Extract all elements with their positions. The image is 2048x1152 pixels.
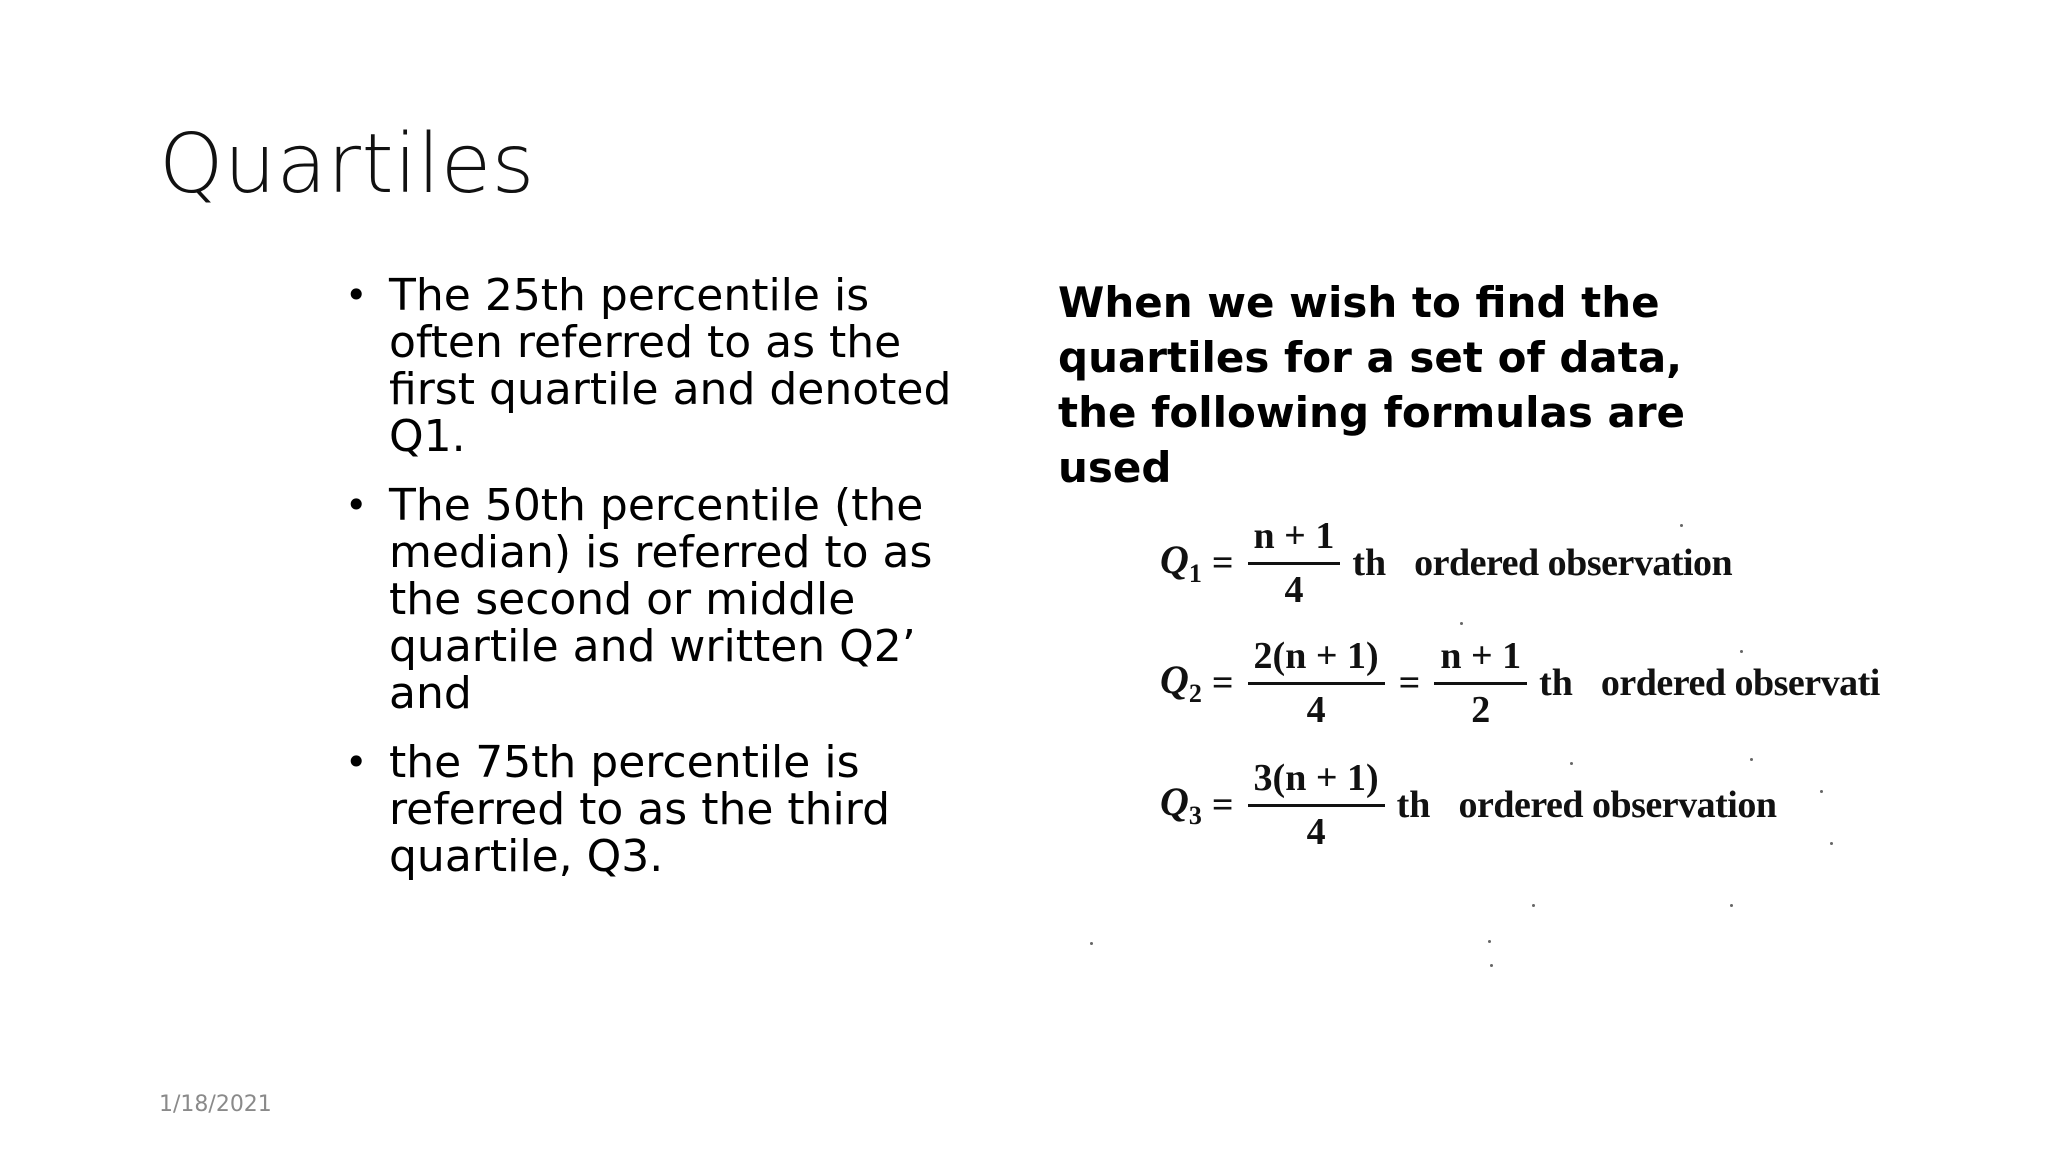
formula-q3 xyxy=(1160,754,1777,855)
footer-date: 1/18/2021 xyxy=(159,1092,272,1117)
bullet-item-q1 xyxy=(345,272,985,460)
ordinal-suffix: th xyxy=(1352,541,1387,584)
scan-speck xyxy=(1820,790,1823,793)
formula-q3-label: $Q_3$ xyxy=(1160,779,1202,830)
formula-intro-text: When we wish to find the quartiles for a set of data, the following formulas are used xyxy=(1058,278,1686,492)
fraction-denominator: 4 xyxy=(1284,569,1304,611)
equals-sign: = xyxy=(1398,661,1421,704)
scan-speck xyxy=(1488,940,1491,943)
formula-q2-fraction-simplified xyxy=(1434,632,1527,733)
formula-q1-text: ordered observation xyxy=(1414,541,1733,584)
scan-speck xyxy=(1730,904,1733,907)
formula-q2 xyxy=(1160,632,1880,733)
formula-q1 xyxy=(1160,512,1732,613)
fraction-denominator: 4 xyxy=(1306,811,1326,853)
scan-speck xyxy=(1090,942,1093,945)
equals-sign: = xyxy=(1211,541,1234,584)
bullet-dot: • xyxy=(345,483,368,527)
bullet-dot: • xyxy=(345,273,368,317)
bullet-list xyxy=(345,272,985,902)
fraction-numerator: 3(n + 1) xyxy=(1248,754,1385,807)
scan-speck xyxy=(1532,904,1535,907)
fraction-denominator: 2 xyxy=(1471,689,1491,731)
formula-q1-label: $Q_1$ xyxy=(1160,537,1202,588)
equals-sign: = xyxy=(1211,783,1234,826)
quartile-formulas-image xyxy=(1160,512,1920,872)
equals-sign: = xyxy=(1211,661,1234,704)
bullet-item-q2 xyxy=(345,482,985,717)
bullet-item-q3 xyxy=(345,739,985,880)
slide-title: Quartiles xyxy=(159,117,535,212)
fraction-denominator: 4 xyxy=(1306,689,1326,731)
scan-speck xyxy=(1460,622,1463,625)
formula-q3-fraction xyxy=(1248,754,1385,855)
fraction-numerator: n + 1 xyxy=(1434,632,1527,685)
scan-speck xyxy=(1830,842,1833,845)
scan-speck xyxy=(1680,524,1683,527)
formula-q1-fraction xyxy=(1248,512,1341,613)
formula-q2-fraction xyxy=(1248,632,1385,733)
scan-speck xyxy=(1740,650,1743,653)
formula-q2-text: ordered observati xyxy=(1600,661,1880,704)
bullet-text: The 25th percentile is often referred to as the first quartile and denoted Q1. xyxy=(389,270,952,462)
fraction-numerator: 2(n + 1) xyxy=(1248,632,1385,685)
formula-q3-text: ordered observation xyxy=(1458,783,1777,826)
scan-speck xyxy=(1750,758,1753,761)
ordinal-suffix: th xyxy=(1396,783,1431,826)
fraction-numerator: n + 1 xyxy=(1248,512,1341,565)
scan-speck xyxy=(1570,762,1573,765)
ordinal-suffix: th xyxy=(1539,661,1573,704)
bullet-text: the 75th percentile is referred to as the third quartile, Q3. xyxy=(389,737,891,882)
scan-speck xyxy=(1490,964,1493,967)
bullet-dot: • xyxy=(345,740,368,784)
formula-q2-label: $Q_2$ xyxy=(1160,657,1202,708)
bullet-text: The 50th percentile (the median) is referred to as the second or middle quartile and written Q2’ and xyxy=(389,480,933,719)
